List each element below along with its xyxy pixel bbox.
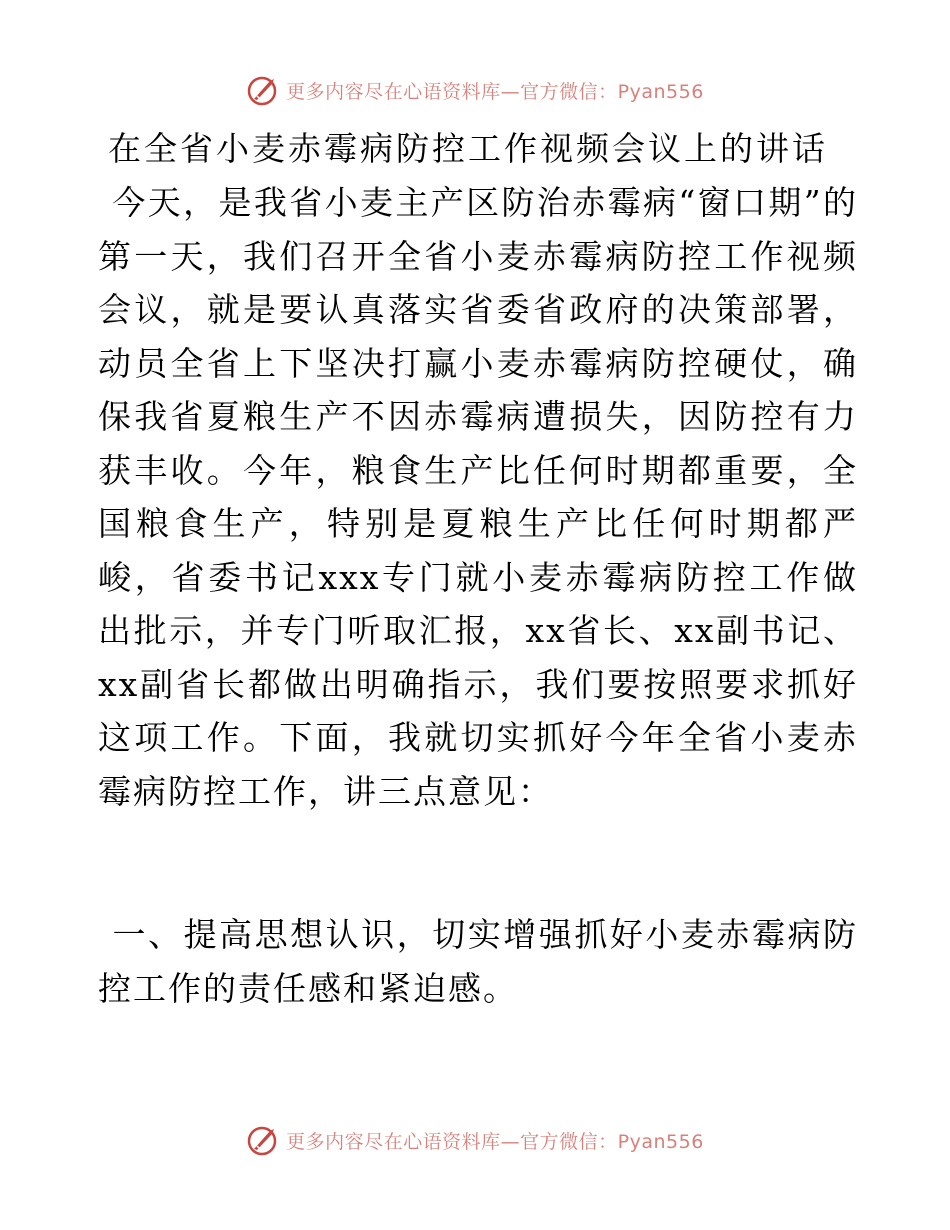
quill-pen-icon: [246, 1123, 280, 1157]
paragraph-text: 今天，是我省小麦主产区防治赤霉病“窗口期”的第一天，我们召开全省小麦赤霉病防控工作视频会议，就是要认真落实省委省政府的决策部署，动员全省上下坚决打赢小麦赤霉病防控硬仗，确保我省夏粮生产不因赤霉病遭损失，因防控有力获丰收。今年，粮食生产比任何时期都重要，全国粮食生产，特别是夏粮生产比任何时期都严峻，省委书记xxx专门就小麦赤霉病防控工作做出批示，并专门听取汇报，xx省长、xx副书记、xx副省长都做出明确指示，我们要按照要求抓好这项工作。下面，我就切实抓好今年全省小麦赤霉病防控工作，讲三点意见：: [98, 183, 858, 811]
page-title: 在全省小麦赤霉病防控工作视频会议上的讲话: [108, 129, 828, 168]
section-heading: [98, 908, 858, 1015]
section-heading-text: 一、提高思想认识，切实增强抓好小麦赤霉病防控工作的责任感和紧迫感。: [98, 915, 858, 1008]
watermark-text: 更多内容尽在心语资料库—官方微信：Pyan556: [286, 80, 704, 103]
watermark-text: 更多内容尽在心语资料库—官方微信：Pyan556: [286, 1130, 704, 1153]
footer-watermark: [0, 1120, 950, 1160]
body-paragraph: [98, 176, 858, 818]
quill-pen-icon: [246, 73, 280, 107]
header-watermark: [0, 70, 950, 110]
